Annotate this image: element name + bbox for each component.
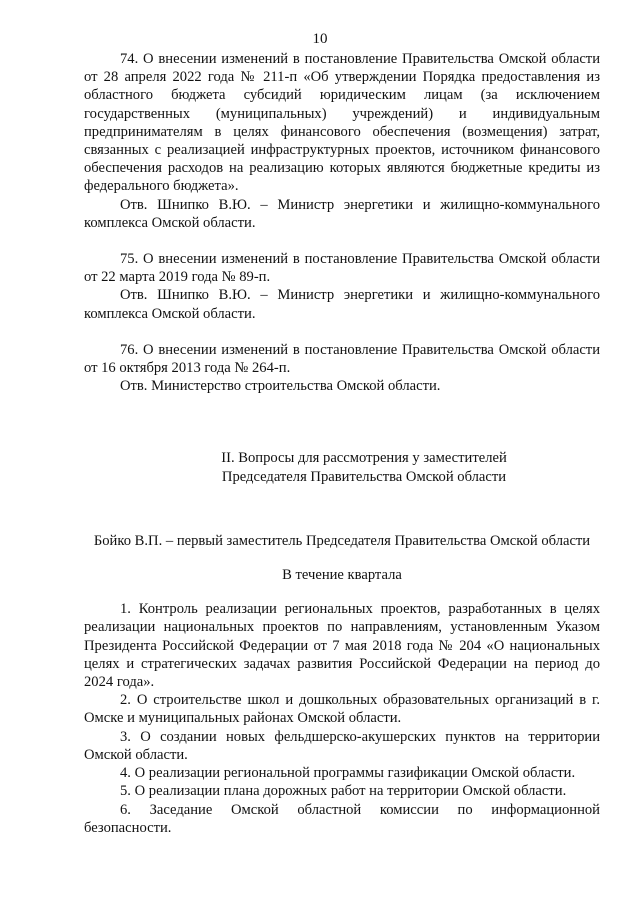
task-list bbox=[84, 600, 600, 837]
section-heading bbox=[84, 449, 600, 485]
list-item: 5. О реализации плана дорожных работ на территории Омской области. bbox=[120, 783, 567, 800]
agenda-item-75 bbox=[84, 250, 600, 323]
agenda-item-text: 74. О внесении изменений в постановление Правительства Омской области от 28 апреля 2022 года № 211-п «Об утверждении Порядка предоставления из областного бюджета субсидий юридическим лицам (за исключением государственных (муниципальных) учреждений) и индивидуальным предпринимателям в целях финансового обеспечения (возмещения) затрат, связанных с реализацией инфраструктурных проектов, источником финансового обеспечения расходов на реализацию которых являются бюджетные кредиты из федерального бюджета». bbox=[84, 51, 600, 195]
list-item: 4. О реализации региональной программы газификации Омской области. bbox=[120, 765, 576, 782]
agenda-item-text: 75. О внесении изменений в постановление Правительства Омской области от 22 марта 2019 года № 89-п. bbox=[84, 251, 600, 286]
deputy-name: Бойко В.П. – первый заместитель Председателя Правительства Омской области bbox=[93, 532, 591, 549]
agenda-item-text: 76. О внесении изменений в постановление Правительства Омской области от 16 октября 2013 года № 264-п. bbox=[84, 341, 600, 377]
section-heading-line-1: II. Вопросы для рассмотрения у заместителей bbox=[221, 450, 507, 467]
agenda-item-76 bbox=[84, 341, 600, 396]
responsible-line: Отв. Шнипко В.Ю. – Министр энергетики и жилищно-коммунального комплекса Омской области. bbox=[84, 196, 600, 231]
section-heading-line-2: Председателя Правительства Омской области bbox=[221, 468, 507, 485]
page-number: 10 bbox=[312, 31, 328, 47]
responsible-line: Отв. Министерство строительства Омской области. bbox=[120, 378, 441, 395]
responsible-line: Отв. Шнипко В.Ю. – Министр энергетики и жилищно-коммунального комплекса Омской области. bbox=[84, 287, 600, 322]
period-heading: В течение квартала bbox=[282, 567, 402, 584]
list-item: 1. Контроль реализации региональных проектов, разработанных в целях реализации национальных проектов по направлениям, установленным Указом Президента Российской Федерации от 7 мая 2018 года № 204 «О национальных целях и стратегических задачах развития Российской Федерации на период до 2024 года». bbox=[84, 601, 600, 691]
agenda-item-74 bbox=[84, 50, 600, 232]
list-item: 2. О строительстве школ и дошкольных образовательных организаций в г. Омске и муниципальных районах Омской области. bbox=[84, 692, 600, 727]
list-item: 6. Заседание Омской областной комиссии по информационной безопасности. bbox=[84, 801, 600, 836]
page-content bbox=[84, 50, 600, 837]
list-item: 3. О создании новых фельдшерско-акушерских пунктов на территории Омской области. bbox=[84, 728, 600, 763]
